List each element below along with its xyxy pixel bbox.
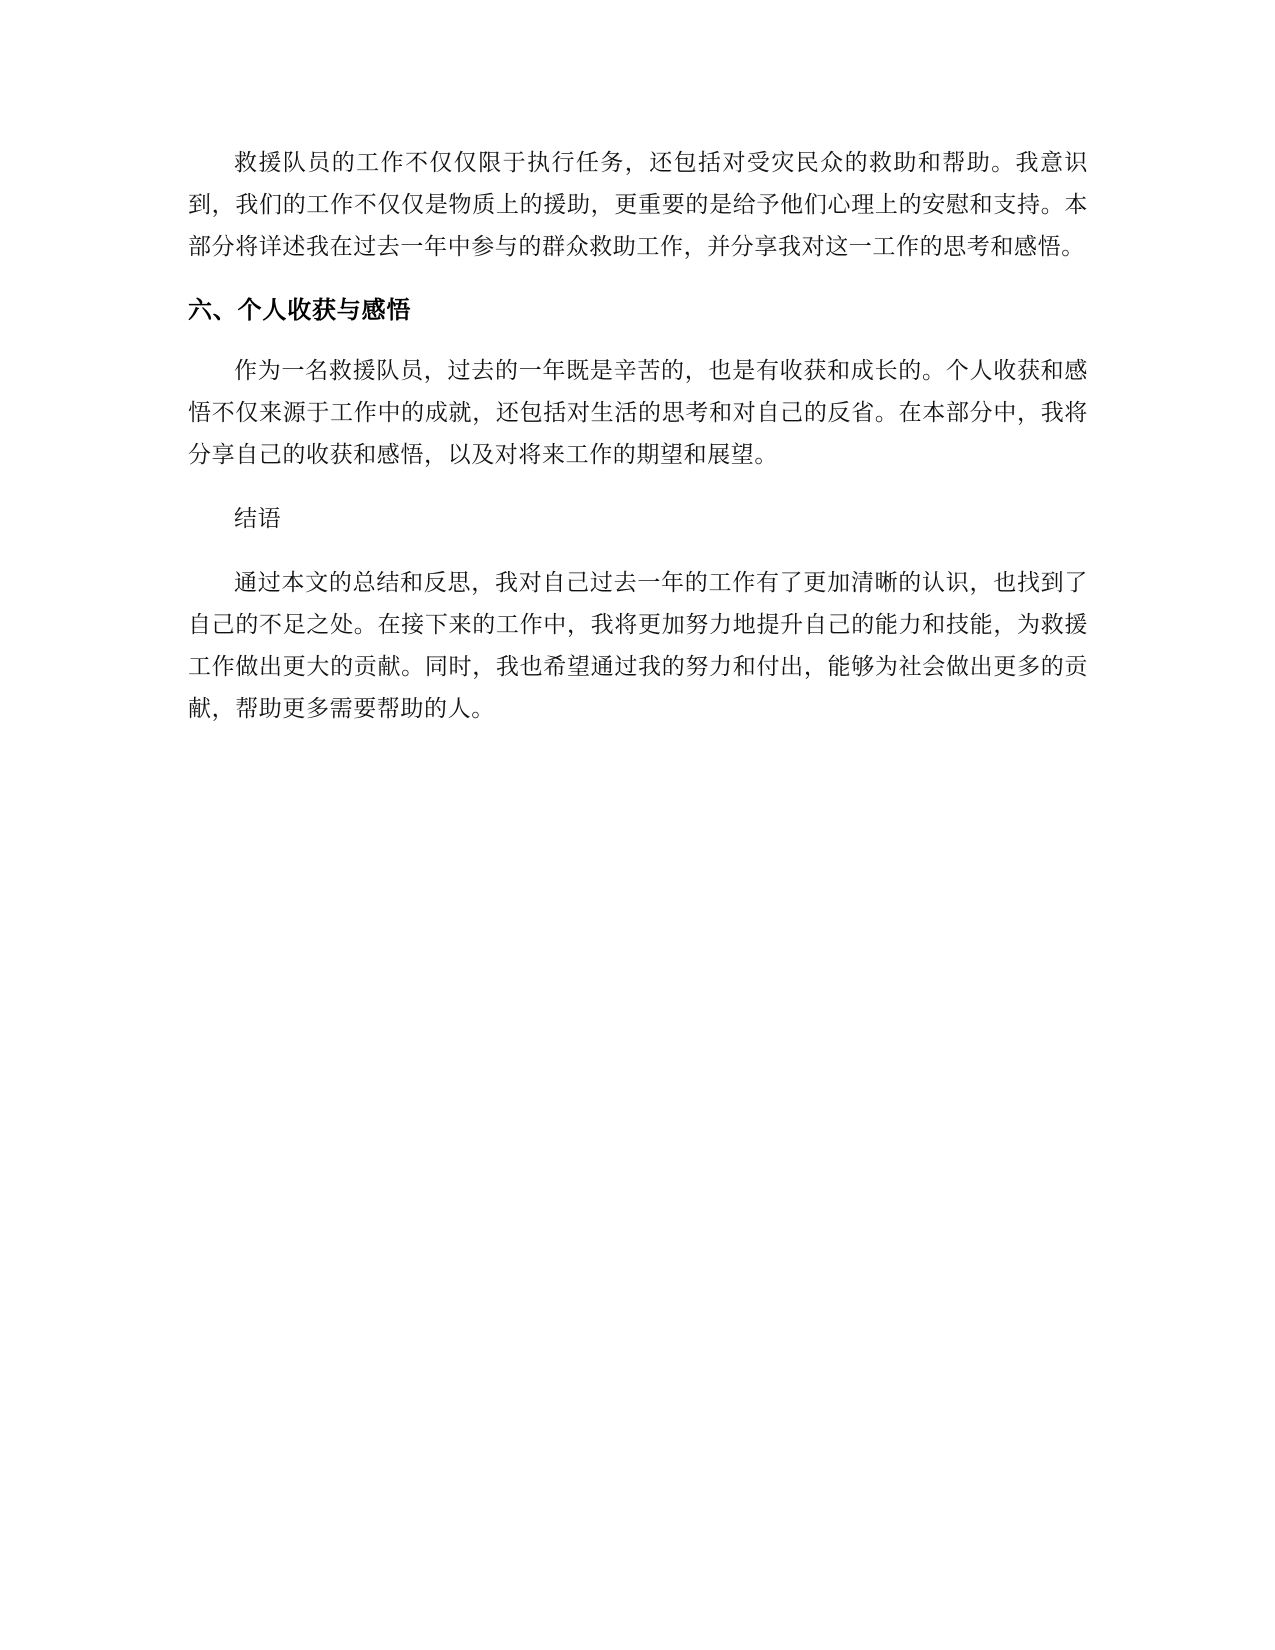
paragraph-conclusion: 通过本文的总结和反思，我对自己过去一年的工作有了更加清晰的认识，也找到了自己的不足之处。在接下来的工作中，我将更加努力地提升自己的能力和技能，为救援工作做出更大的贡献。同时，我也希望通过我的努力和付出，能够为社会做出更多的贡献，帮助更多需要帮助的人。 xyxy=(188,570,1088,722)
paragraph-personal-gains: 作为一名救援队员，过去的一年既是辛苦的，也是有收获和成长的。个人收获和感悟不仅来源于工作中的成就，还包括对生活的思考和对自己的反省。在本部分中，我将分享自己的收获和感悟，以及对将来工作的期望和展望。 xyxy=(188,358,1088,468)
conclusion-label: 结语 xyxy=(234,506,282,532)
paragraph-rescue-work: 救援队员的工作不仅仅限于执行任务，还包括对受灾民众的救助和帮助。我意识到，我们的工作不仅仅是物质上的援助，更重要的是给予他们心理上的安慰和支持。本部分将详述我在过去一年中参与的群众救助工作，并分享我对这一工作的思考和感悟。 xyxy=(188,150,1088,260)
document-body xyxy=(188,142,1088,752)
section-heading-personal-gains: 六、个人收获与感悟 xyxy=(188,296,412,324)
